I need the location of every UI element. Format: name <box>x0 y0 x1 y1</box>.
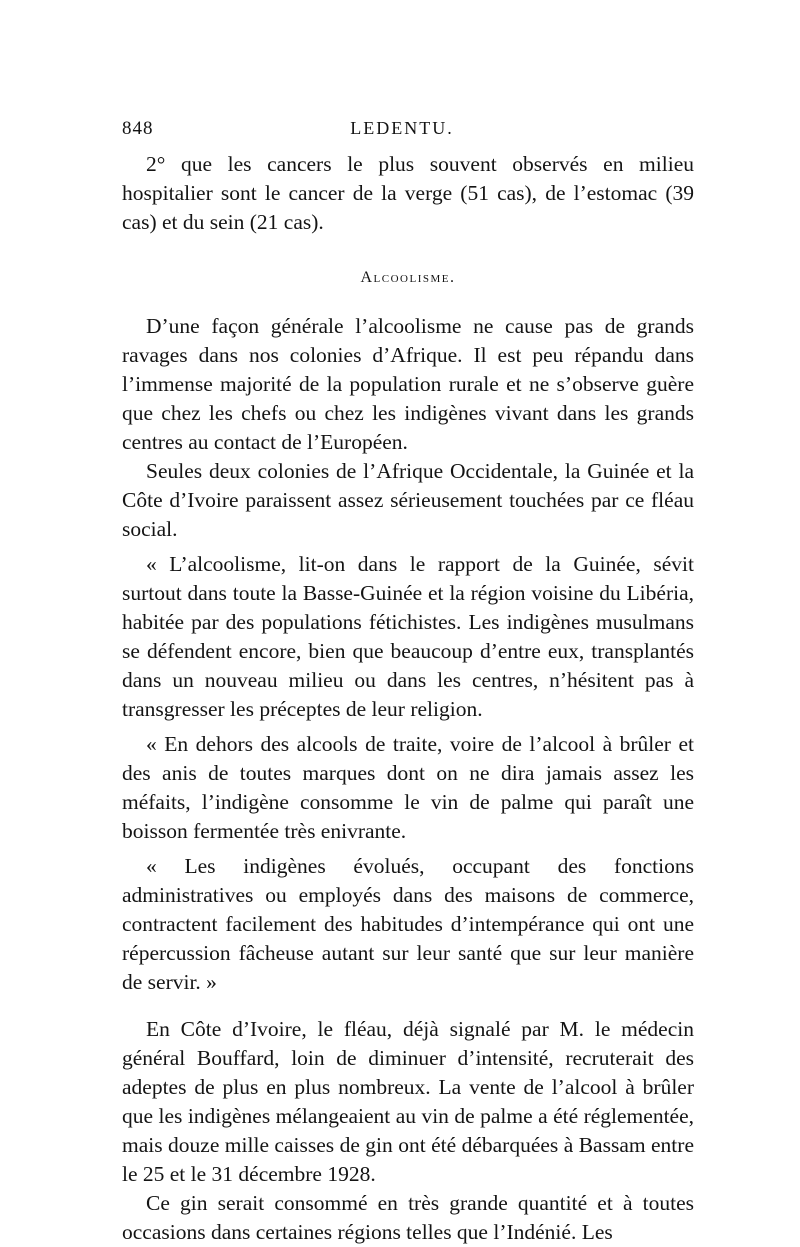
paragraph-gin: Ce gin serait consommé en très grande quantité et à toutes occasions dans certaines régions telles que l’Indénié. Les <box>122 1191 694 1244</box>
paragraph-cote-ivoire: En Côte d’Ivoire, le fléau, déjà signalé par M. le médecin général Bouffard, loin de diminuer d’intensité, recruterait des adeptes de plus en plus nombreux. La vente de l’alcool à brûler que les indigènes mélangeaient au vin de palme a été réglementée, mais douze mille caisses de gin ont été débarquées à Bassam entre le 25 et le 31 décembre 1928. <box>122 1017 694 1186</box>
running-header <box>122 118 682 142</box>
paragraph-guinee-quote: « L’alcoolisme, lit-on dans le rapport de la Guinée, sévit surtout dans toute la Basse-Guinée et la région voisine du Libéria, habitée par des populations fétichistes. Les indigènes musulmans se défendent encore, bien que beaucoup d’entre eux, transplantés dans un nouveau milieu ou dans les centres, n’hésitent pas à transgresser les préceptes de leur religion. <box>122 552 694 721</box>
page-number: 848 <box>122 118 154 139</box>
running-title: LEDENTU. <box>350 118 454 138</box>
paragraph-conclusion: 2° que les cancers le plus souvent observés en milieu hospitalier sont le cancer de la verge (51 cas), de l’estomac (39 cas) et du sein (21 cas). <box>122 152 694 234</box>
paragraph-two-colonies: Seules deux colonies de l’Afrique Occidentale, la Guinée et la Côte d’Ivoire paraissent assez sérieusement touchées par ce fléau social. <box>122 459 694 541</box>
page-body <box>122 150 694 1247</box>
paragraph-alcoolisme-intro: D’une façon générale l’alcoolisme ne cause pas de grands ravages dans nos colonies d’Afrique. Il est peu répandu dans l’immense majorité de la population rurale et ne s’observe guère que chez les chefs ou chez les indigènes vivant dans les grands centres au contact de l’Européen. <box>122 314 694 454</box>
section-title: Alcoolisme. <box>360 269 456 286</box>
paragraph-evolues-quote: « Les indigènes évolués, occupant des fonctions administratives ou employés dans des maisons de commerce, contractent facilement des habitudes d’intempérance qui ont une répercussion fâcheuse autant sur leur santé que sur leur manière de servir. » <box>122 854 694 994</box>
paragraph-traite-quote: « En dehors des alcools de traite, voire de l’alcool à brûler et des anis de toutes marques dont on ne dira jamais assez les méfaits, l’indigène consomme le vin de palme qui paraît une boisson fermentée très enivrante. <box>122 732 694 843</box>
